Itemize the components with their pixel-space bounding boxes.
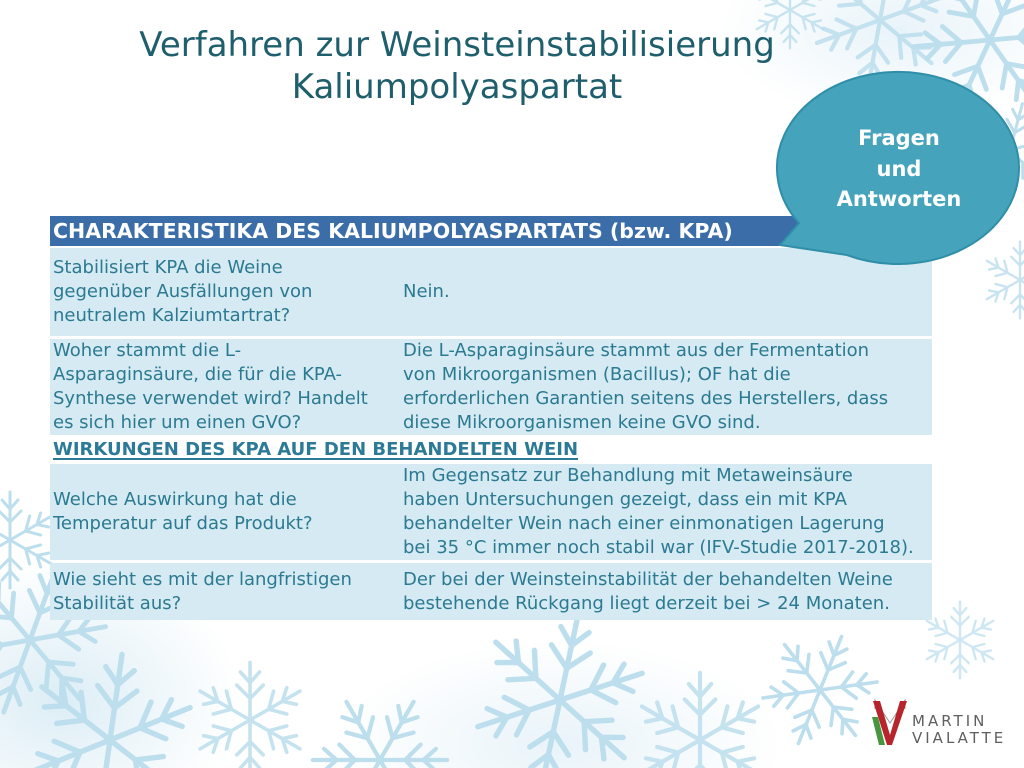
- answer-text-line: Die L-Asparaginsäure stammt aus der Fermentation: [403, 340, 870, 361]
- slide-subtitle-line: Kaliumpolyaspartat: [291, 67, 623, 107]
- answer-cell: [400, 464, 932, 560]
- table-row: [50, 339, 932, 435]
- answer-text-line: Nein.: [403, 281, 450, 302]
- question-text-line: Stabilisiert KPA die Weine: [53, 257, 283, 278]
- bubble-text-line: Antworten: [836, 187, 962, 211]
- question-text-line: neutralem Kalziumtartrat?: [53, 305, 291, 326]
- snowflake-decoration: [289, 669, 470, 768]
- faq-bubble-text: [776, 123, 1022, 215]
- answer-text-line: diese Mikroorganismen keine GVO sind.: [403, 412, 761, 433]
- snowflake-decoration: [0, 492, 57, 588]
- question-text-line: Stabilität aus?: [53, 592, 182, 614]
- snowflake-decoration: [634, 673, 766, 768]
- slide-title-line: Verfahren zur Weinsteinstabilisierung: [139, 25, 775, 65]
- table-row: [50, 563, 932, 620]
- answer-text-line: von Mikroorganismen (Bacillus); OF hat die: [403, 364, 791, 385]
- question-text-line: Welche Auswirkung hat die: [53, 489, 297, 510]
- answer-text-line: haben Untersuchungen gezeigt, dass ein mit KPA: [403, 489, 847, 510]
- answer-text-line: Der bei der Weinsteinstabilität der behandelten Weine: [403, 568, 893, 590]
- snowflake-decoration: [194, 662, 307, 768]
- question-cell: [50, 339, 400, 435]
- answer-cell: [400, 563, 932, 620]
- question-text-line: Synthese verwendet wird? Handelt: [53, 388, 368, 409]
- question-text-line: es sich hier um einen GVO?: [53, 412, 302, 433]
- answer-text-line: behandelter Wein nach einer einmonatigen Lagerung: [403, 513, 885, 534]
- snowflake-decoration: [459, 598, 661, 768]
- section-heading-characteristics: CHARAKTERISTIKA DES KALIUMPOLYASPARTATS (bzw. KPA): [50, 216, 932, 246]
- answer-text-line: bestehende Rückgang liegt derzeit bei > 24 Monaten.: [403, 592, 890, 614]
- faq-table: [50, 216, 932, 620]
- logo-emblem-icon: [870, 697, 910, 747]
- question-cell: [50, 248, 400, 336]
- snowflake-decoration: [922, 602, 997, 679]
- snowflake-decoration: [14, 643, 206, 768]
- answer-text-line: bei 35 °C immer noch stabil war (IFV-Studie 2017-2018).: [403, 537, 914, 558]
- table-row: [50, 464, 932, 560]
- section-heading-effects: WIRKUNGEN DES KPA AUF DEN BEHANDELTEN WEIN: [50, 437, 932, 462]
- question-text-line: Wie sieht es mit der langfristigen: [53, 568, 352, 590]
- answer-text-line: Im Gegensatz zur Behandlung mit Metaweinsäure: [403, 465, 853, 486]
- question-cell: [50, 563, 400, 620]
- question-text-line: gegenüber Ausfällungen von: [53, 281, 313, 302]
- question-text-line: Woher stammt die L-: [53, 340, 242, 361]
- logo-text-line: MARTIN: [912, 712, 988, 730]
- bubble-text-line: Fragen: [858, 126, 940, 150]
- bubble-text-line: und: [876, 156, 922, 181]
- answer-cell: [400, 339, 932, 435]
- logo-text-line: VIALATTE: [912, 729, 1007, 747]
- answer-text-line: erforderlichen Garantien seitens des Herstellers, dass: [403, 388, 889, 409]
- question-text-line: Asparaginsäure, die für die KPA-: [53, 364, 342, 385]
- logo-wordmark: [912, 713, 1006, 747]
- question-text-line: Temperatur auf das Produkt?: [53, 513, 313, 534]
- question-cell: [50, 464, 400, 560]
